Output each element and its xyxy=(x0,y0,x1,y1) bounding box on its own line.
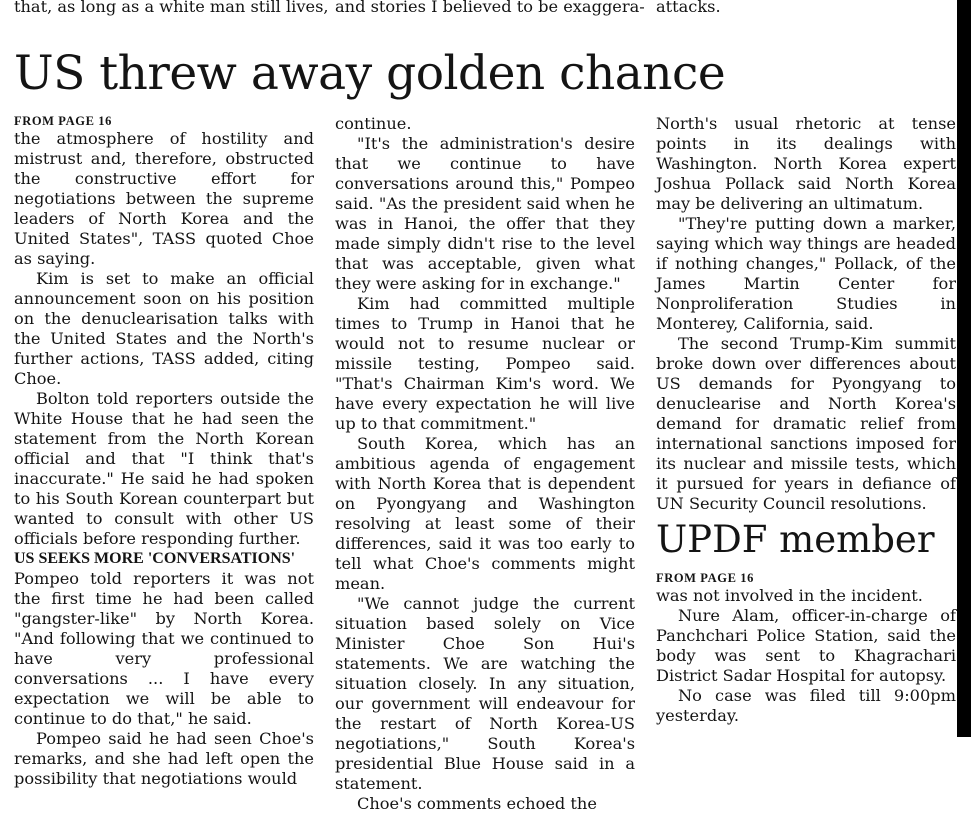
article-kicker: FROM PAGE 16 xyxy=(14,114,112,128)
paragraph: Kim had committed multiple times to Trump in Hanoi that he would not to resume nuclear or missile testing, Pompeo said. "That's Chairman Kim's word. We have every expectation he will live up to that commitment." xyxy=(335,294,635,433)
paragraph: Pompeo said he had seen Choe's remarks, and she had left open the possibility that negotiations would xyxy=(14,729,314,788)
article2-kicker: FROM PAGE 16 xyxy=(656,571,754,585)
paragraph: continue. xyxy=(335,114,412,133)
paragraph: the atmosphere of hostility and mistrust and, therefore, obstructed the constructive effort for negotiations between the supreme leaders of North Korea and the United States", TASS quoted Choe as saying. xyxy=(14,129,314,268)
article2-column xyxy=(656,571,956,737)
paragraph: "We cannot judge the current situation based solely on Vice Minister Choe Son Hui's statements. We are watching the situation closely. In any situation, our government will endeavour for the restart of North Korea-US negotiations," South Korea's presidential Blue House said in a statement. xyxy=(335,594,635,793)
paragraph: Choe's comments echoed the xyxy=(357,794,597,813)
article-column-3 xyxy=(656,114,956,514)
article-column-2 xyxy=(335,114,635,813)
paragraph: Pompeo told reporters it was not the first time he had been called "gangster-like" by North Korea. "And following that we continued to have very professional conversations ... I have every expectation we will be able to continue to do that," he said. xyxy=(14,569,314,728)
paragraph: North's usual rhetoric at tense points in its dealings with Washington. North Korea expert Joshua Pollack said North Korea may be delivering an ultimatum. xyxy=(656,114,956,213)
subheading: US SEEKS MORE 'CONVERSATIONS' xyxy=(14,550,296,567)
page-edge-rule xyxy=(957,0,971,737)
paragraph: Kim is set to make an official announcement soon on his position on the denuclearisation talks with the United States and the North's further actions, TASS added, citing Choe. xyxy=(14,269,314,388)
article-headline: US threw away golden chance xyxy=(14,46,726,101)
paragraph: South Korea, which has an ambitious agenda of engagement with North Korea that is dependent on Pyongyang and Washington resolving at least some of their differences, said it was too early to tell what Choe's comments might mean. xyxy=(335,434,635,593)
paragraph: was not involved in the incident. xyxy=(656,586,923,605)
paragraph: No case was filed till 9:00pm yesterday. xyxy=(656,686,956,725)
paragraph: "It's the administration's desire that we continue to have conversations around this," Pompeo said. "As the president said when he was in Hanoi, the offer that they made simply didn't rise to the level that was acceptable, given what they were asking for in exchange." xyxy=(335,134,635,293)
prev-article-col2-tail: and stories I believed to be exaggera- xyxy=(335,0,645,16)
article-column-1 xyxy=(14,114,314,788)
prev-article-col1-tail: that, as long as a white man still lives, xyxy=(14,0,329,16)
paragraph: Bolton told reporters outside the White House that he had seen the statement from the North Korean official and that "I think that's inaccurate." He said he had spoken to his South Korean counterpart but wanted to consult with other US officials before responding further. xyxy=(14,389,314,548)
paragraph: Nure Alam, officer-in-charge of Panchchari Police Station, said the body was sent to Khagrachari District Sadar Hospital for autopsy. xyxy=(656,606,956,685)
article2-headline: UPDF member xyxy=(656,518,935,561)
paragraph: "They're putting down a marker, saying which way things are headed if nothing changes," Pollack, of the James Martin Center for Nonproliferation Studies in Monterey, California, said. xyxy=(656,214,956,333)
paragraph: The second Trump-Kim summit broke down over differences about US demands for Pyongyang to denuclearise and North Korea's demand for dramatic relief from international sanctions imposed for its nuclear and missile tests, which it pursued for years in defiance of UN Security Council resolutions. xyxy=(656,334,956,513)
prev-article-col3-tail: attacks. xyxy=(656,0,721,16)
